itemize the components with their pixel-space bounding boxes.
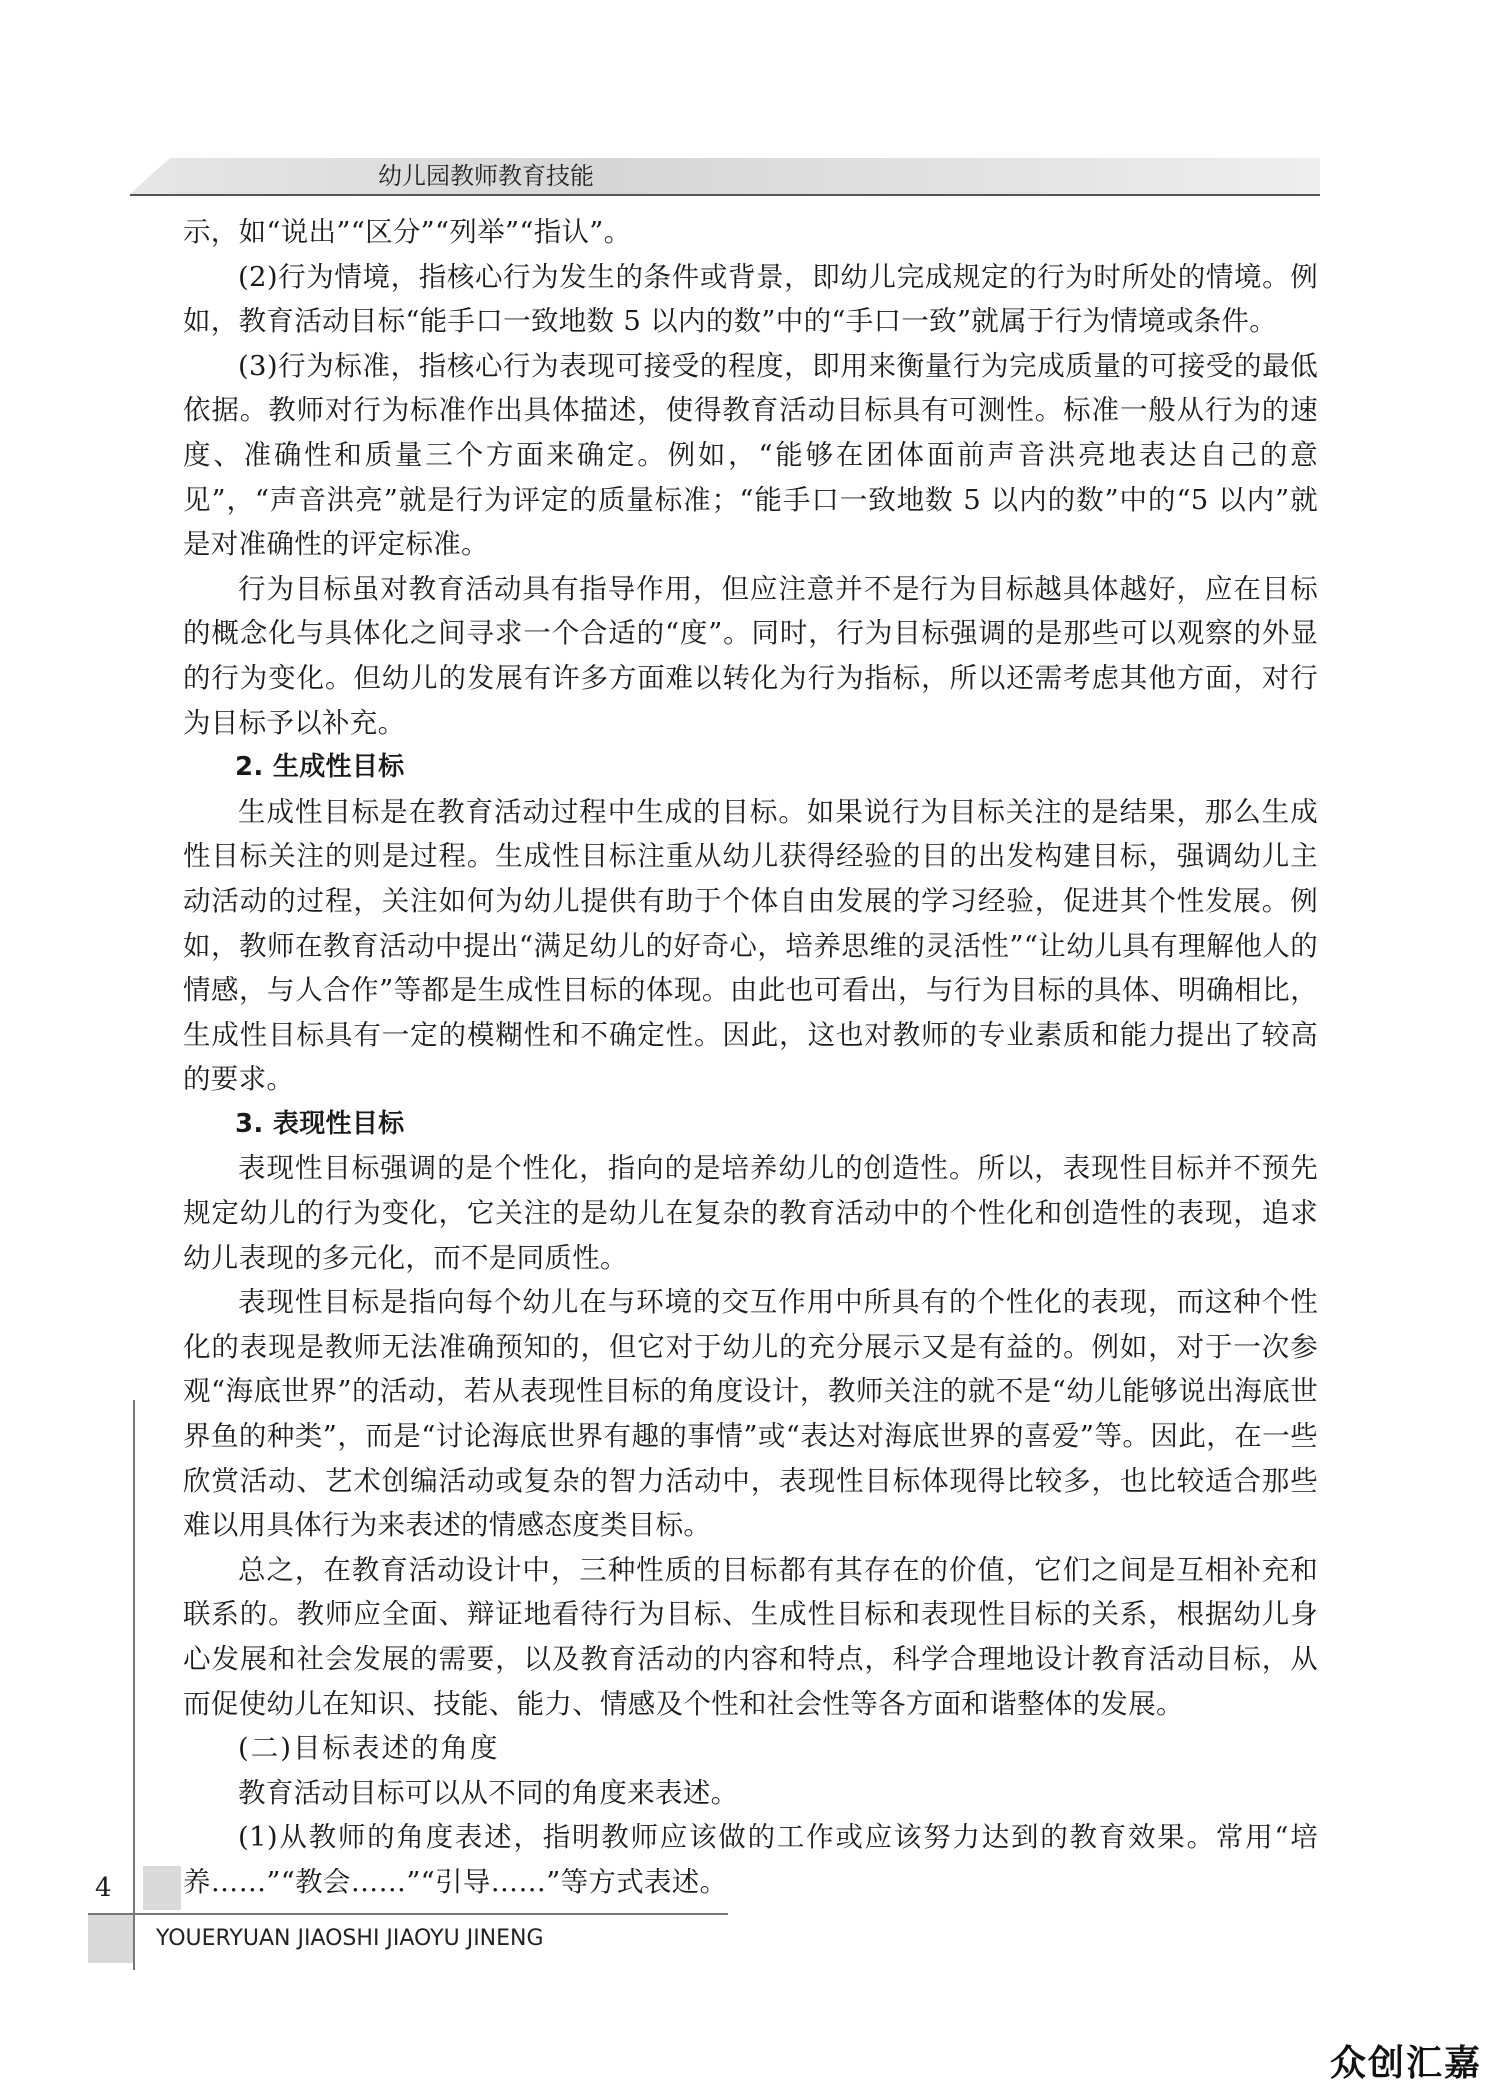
paragraph: 示，如“说出”“区分”“列举”“指认”。 [183,216,632,248]
paragraph: 生成性目标是在教育活动过程中生成的目标。如果说行为目标关注的是结果，那么生成性目标关注的则是过程。生成性目标注重从幼儿获得经验的目的出发构建目标，强调幼儿主动活动的过程，关注如何为幼儿提供有助于个体自由发展的学习经验，促进其个性发展。例如，教师在教育活动中提出“满足幼儿的好奇心，培养思维的灵活性”“让幼儿具有理解他人的情感，与人合作”等都是生成性目标的体现。由此也可看出，与行为目标的具体、明确相比，生成性目标具有一定的模糊性和不确定性。因此，这也对教师的专业素质和能力提出了较高的要求。 [183,795,1318,1096]
paragraph: (3)行为标准，指核心行为表现可接受的程度，即用来衡量行为完成质量的可接受的最低依据。教师对行为标准作出具体描述，使得教育活动目标具有可测性。标准一般从行为的速度、准确性和质量三个方面来确定。例如，“能够在团体面前声音洪亮地表达自己的意见”，“声音洪亮”就是行为评定的质量标准；“能手口一致地数 5 以内的数”中的“5 以内”就是对准确性的评定标准。 [183,349,1318,561]
header-rule [130,194,1320,196]
section-heading: 2. 生成性目标 [235,752,405,783]
paragraph: 教育活动目标可以从不同的角度来表述。 [238,1776,739,1809]
running-header-title: 幼儿园教师教育技能 [378,162,594,190]
section-heading: 3. 表现性目标 [235,1108,405,1139]
subsection-heading: (二)目标表述的角度 [238,1732,500,1765]
watermark: 众创汇嘉 [1330,2043,1483,2084]
paragraph: (1)从教师的角度表述，指明教师应该做的工作或应该努力达到的教育效果。常用“培养……”“教会……”“引导……”等方式表述。 [183,1821,1318,1898]
page-number-box [143,1866,181,1910]
margin-rule [133,1400,135,1970]
paragraph: (2)行为情境，指核心行为发生的条件或背景，即幼儿完成规定的行为时所处的情境。例如，教育活动目标“能手口一致地数 5 以内的数”中的“手口一致”就属于行为情境或条件。 [183,260,1318,338]
running-footer-title: YOUERYUAN JIAOSHI JIAOYU JINENG [156,1926,544,1951]
page-number: 4 [95,1873,112,1903]
footer-rule [88,1913,728,1915]
header-band [130,158,1320,194]
footer-shade [88,1915,133,1963]
paragraph: 行为目标虽对教育活动具有指导作用，但应注意并不是行为目标越具体越好，应在目标的概念化与具体化之间寻求一个合适的“度”。同时，行为目标强调的是那些可以观察的外显的行为变化。但幼儿的发展有许多方面难以转化为行为指标，所以还需考虑其他方面，对行为目标予以补充。 [183,572,1318,739]
paragraph: 表现性目标强调的是个性化，指向的是培养幼儿的创造性。所以，表现性目标并不预先规定幼儿的行为变化，它关注的是幼儿在复杂的教育活动中的个性化和创造性的表现，追求幼儿表现的多元化，而不是同质性。 [183,1152,1318,1274]
page-body [183,210,1318,1905]
paragraph: 表现性目标是指向每个幼儿在与环境的交互作用中所具有的个性化的表现，而这种个性化的表现是教师无法准确预知的，但它对于幼儿的充分展示又是有益的。例如，对于一次参观“海底世界”的活动，若从表现性目标的角度设计，教师关注的就不是“幼儿能够说出海底世界鱼的种类”，而是“讨论海底世界有趣的事情”或“表达对海底世界的喜爱”等。因此，在一些欣赏活动、艺术创编活动或复杂的智力活动中，表现性目标体现得比较多，也比较适合那些难以用具体行为来表述的情感态度类目标。 [183,1286,1318,1542]
paragraph: 总之，在教育活动设计中，三种性质的目标都有其存在的价值，它们之间是互相补充和联系的。教师应全面、辩证地看待行为目标、生成性目标和表现性目标的关系，根据幼儿身心发展和社会发展的需要，以及教育活动的内容和特点，科学合理地设计教育活动目标，从而促使幼儿在知识、技能、能力、情感及个性和社会性等各方面和谐整体的发展。 [183,1553,1318,1720]
